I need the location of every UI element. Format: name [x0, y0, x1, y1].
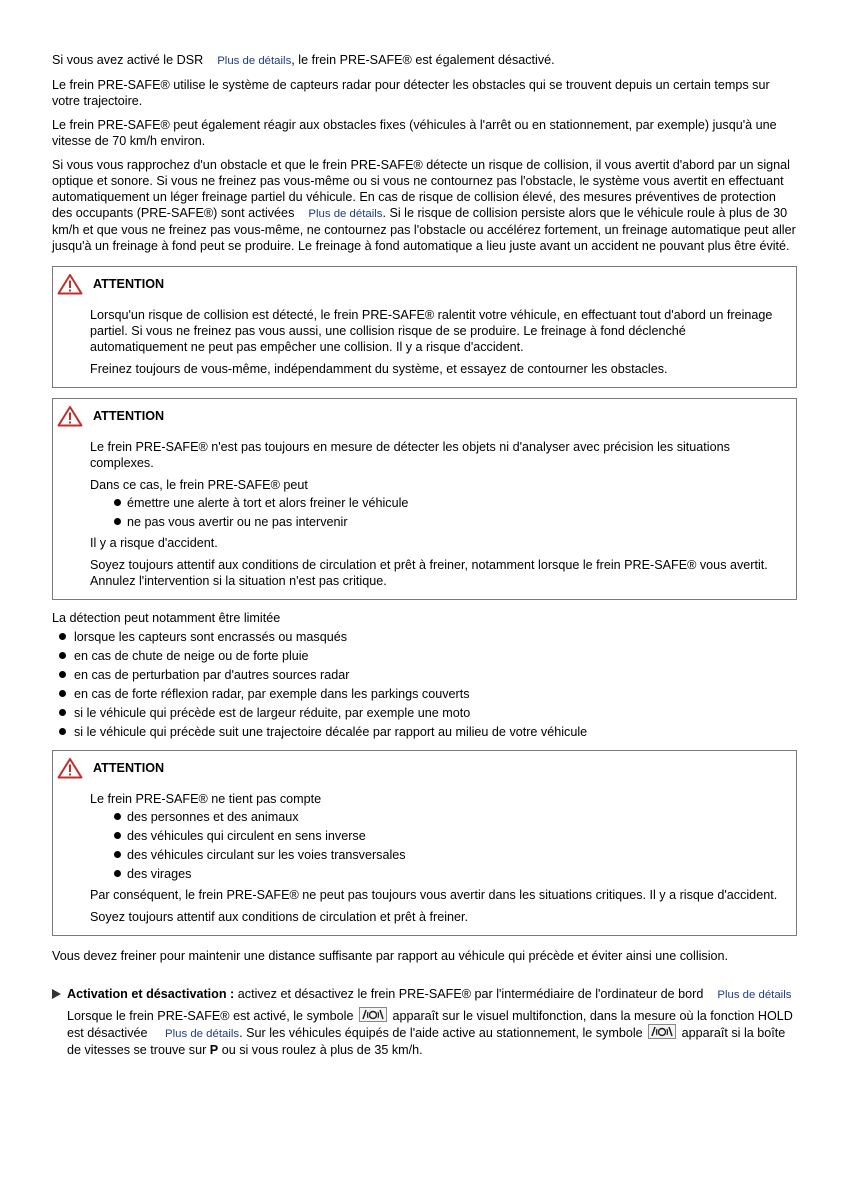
- warning-title: ATTENTION: [93, 409, 165, 423]
- more-details-link[interactable]: Plus de détails: [217, 55, 292, 67]
- list-item: des personnes et des animaux: [90, 809, 786, 825]
- warning-box: [52, 398, 797, 600]
- list-item: lorsque les capteurs sont encrassés ou masqués: [37, 629, 797, 645]
- list-item: des virages: [90, 866, 786, 882]
- list-item: si le véhicule qui précède suit une trajectoire décalée par rapport au milieu de votre véhicule: [37, 724, 797, 740]
- more-details-link[interactable]: Plus de détails: [308, 208, 383, 220]
- warning-triangle-icon: [57, 273, 83, 295]
- limits-bullet-list: [37, 629, 797, 740]
- presafe-brake-symbol-icon: [359, 1007, 387, 1022]
- warning-header: [53, 267, 786, 301]
- list-item: en cas de chute de neige ou de forte pluie: [37, 648, 797, 664]
- paragraph-approach: Si vous vous rapprochez d'un obstacle et que le frein PRE-SAFE® détecte un risque de collision, il vous avertit d'abord par un signal optique et sonore. Si vous ne freinez pas vous-même ou si vous ne contournez pas l'obstacle, le système vous avertit en effectuant automatiquement un léger freinage partiel du véhicule. En cas de risque de collision élevé, des mesures préventives de protection des occupants (PRE-SAFE®) sont activées Plus de détails. Si le risque de collision persiste alors que le véhicule roule à plus de 30 km/h et que vous ne freinez pas vous-même, ne contournez pas l'obstacle ou accélérez fortement, un freinage automatique peut aller jusqu'à un freinage à fond peut se produire. Le freinage à fond automatique a lieu juste avant un accident ne pouvant plus être évité.: [52, 158, 796, 253]
- warning-triangle-icon: [57, 405, 83, 427]
- paragraph-fixed-obstacles: Le frein PRE-SAFE® peut également réagir aux obstacles fixes (véhicules à l'arrêt ou en stationnement, par exemple) jusqu'à une vitesse de 70 km/h environ.: [52, 118, 777, 148]
- warning-box: [52, 266, 797, 388]
- list-item: en cas de forte réflexion radar, par exemple dans les parkings couverts: [37, 686, 797, 702]
- presafe-brake-symbol-icon: [648, 1024, 676, 1039]
- warning-text: Le frein PRE-SAFE® n'est pas toujours en mesure de détecter les objets ni d'analyser avec précision les situations complexes.: [90, 440, 730, 470]
- warning-text: Par conséquent, le frein PRE-SAFE® ne peut pas toujours vous avertir dans les situations critiques. Il y a risque d'accident.: [90, 888, 778, 902]
- warning-text: Soyez toujours attentif aux conditions de circulation et prêt à freiner, notamment lorsque le frein PRE-SAFE® vous avertit. Annulez l'intervention si la situation n'est pas critique.: [90, 558, 768, 588]
- paragraph-distance: Vous devez freiner pour maintenir une distance suffisante par rapport au véhicule qui précède et éviter ainsi une collision.: [52, 949, 729, 963]
- warning-triangle-icon: [57, 757, 83, 779]
- more-details-link[interactable]: Plus de détails: [717, 989, 792, 1001]
- warning-text: Le frein PRE-SAFE® ne tient pas compte: [90, 792, 322, 806]
- warning-text: Freinez toujours de vous-même, indépendamment du système, et essayez de contourner les obstacles.: [90, 362, 668, 376]
- warning-text: Soyez toujours attentif aux conditions de circulation et prêt à freiner.: [90, 910, 469, 924]
- list-item: en cas de perturbation par d'autres sources radar: [37, 667, 797, 683]
- warning-header: [53, 399, 786, 433]
- list-item: si le véhicule qui précède est de largeur réduite, par exemple une moto: [37, 705, 797, 721]
- arrow-right-icon: [52, 989, 61, 999]
- warning-title: ATTENTION: [93, 277, 165, 291]
- paragraph-radar: Le frein PRE-SAFE® utilise le système de capteurs radar pour détecter les obstacles qui se trouvent depuis un certain temps sur votre trajectoire.: [52, 78, 770, 108]
- more-details-link[interactable]: Plus de détails: [165, 1028, 240, 1040]
- warning-text: Il y a risque d'accident.: [90, 536, 218, 550]
- action-step: Activation et désactivation : activez et désactivez le frein PRE-SAFE® par l'intermédiaire de l'ordinateur de bord Plus de détails Lorsque le frein PRE-SAFE® est activé, le symbole apparaît sur le visuel multifonction, dans la mesure où la fonction HOLD est désactivée Plus de détails. Sur les véhicules équipés de l'aide active au stationnement, le symbole apparaît si la boîte de vitesses se trouve sur P ou si vous roulez à plus de 35 km/h.: [52, 986, 797, 1058]
- list-item: émettre une alerte à tort et alors freiner le véhicule: [90, 495, 786, 511]
- warning-bullet-list: [90, 495, 786, 530]
- document-page: [52, 52, 797, 1058]
- warning-text: Lorsqu'un risque de collision est détecté, le frein PRE-SAFE® ralentit votre véhicule, en effectuant tout d'abord un freinage partiel. Si vous ne freinez pas vous aussi, une collision risque de se produire. Le freinage à fond déclenché automatiquement ne peut pas empêcher une collision. Il y a risque d'accident.: [90, 308, 773, 354]
- action-label: Activation et désactivation :: [67, 987, 235, 1001]
- list-item: des véhicules qui circulent en sens inverse: [90, 828, 786, 844]
- warning-bullet-list: [90, 809, 786, 882]
- warning-header: [53, 751, 786, 785]
- limits-intro: La détection peut notamment être limitée: [52, 611, 281, 625]
- warning-text: Dans ce cas, le frein PRE-SAFE® peut: [90, 478, 308, 492]
- warning-title: ATTENTION: [93, 761, 165, 775]
- list-item: des véhicules circulant sur les voies transversales: [90, 847, 786, 863]
- gear-position: P: [209, 1043, 219, 1057]
- paragraph-dsr: Si vous avez activé le DSR Plus de détails, le frein PRE-SAFE® est également désactivé.: [52, 53, 555, 67]
- warning-box: [52, 750, 797, 936]
- list-item: ne pas vous avertir ou ne pas intervenir: [90, 514, 786, 530]
